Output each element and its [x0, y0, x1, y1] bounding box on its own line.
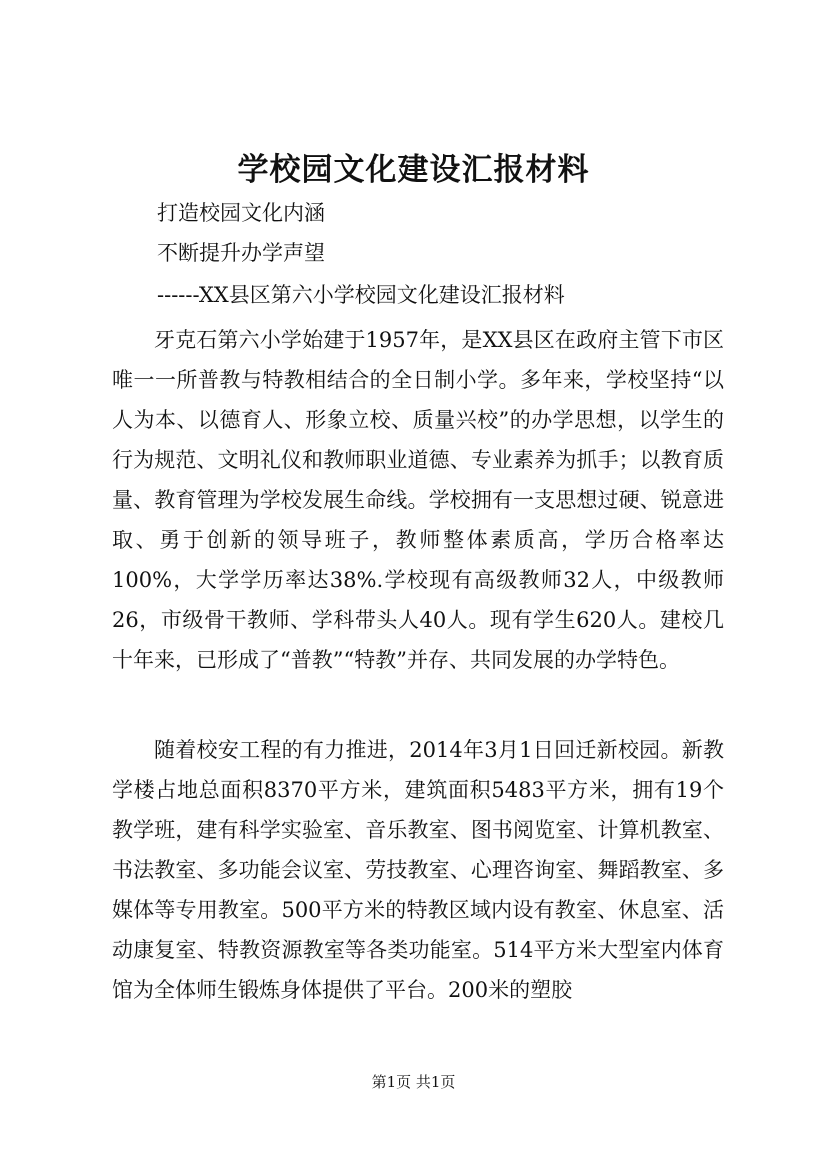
subtitle-line-2: 不断提升办学声望	[157, 241, 325, 265]
document-title: 学校园文化建设汇报材料	[237, 152, 590, 188]
page-footer: 第1页 共1页	[371, 1073, 456, 1091]
body-paragraph-1: 牙克石第六小学始建于1957年，是XX县区在政府主管下市区唯一一所普教与特教相结合的全日制小学。多年来，学校坚持“以人为本、以德育人、形象立校、质量兴校”的办学思想，以学生的行为规范、文明礼仪和教师职业道德、专业素养为抓手；以教育质量、教育管理为学校发展生命线。学校拥有一支思想过硬、锐意进取、勇于创新的领导班子，教师整体素质高，学历合格率达100%，大学学历率达38%.学校现有高级教师32人，中级教师26，市级骨干教师、学科带头人40人。现有学生620人。建校几十年来，已形成了“普教”“特教”并存、共同发展的办学特色。	[112, 328, 724, 672]
subtitle-line-1: 打造校园文化内涵	[157, 201, 325, 225]
body-paragraph-2: 随着校安工程的有力推进，2014年3月1日回迁新校园。新教学楼占地总面积8370平方米，建筑面积5483平方米，拥有19个教学班，建有科学实验室、音乐教室、图书阅览室、计算机教室、书法教室、多功能会议室、劳技教室、心理咨询室、舞蹈教室、多媒体等专用教室。500平方米的特教区域内设有教室、休息室、活动康复室、特教资源教室等各类功能室。514平方米大型室内体育馆为全体师生锻炼身体提供了平台。200米的塑胶	[112, 738, 724, 1002]
subtitle-line-3: ------XX县区第六小学校园文化建设汇报材料	[157, 283, 565, 307]
